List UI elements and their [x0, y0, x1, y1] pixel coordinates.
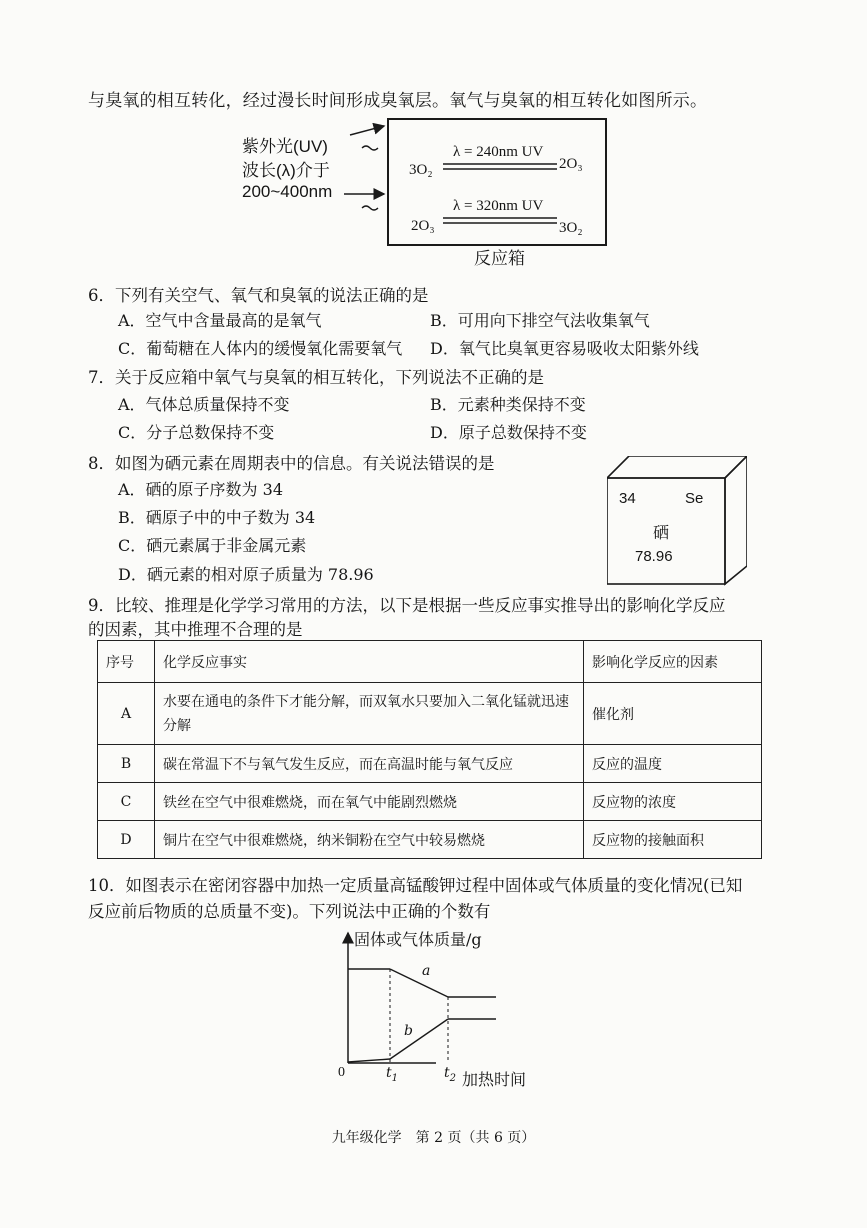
q9-stem-line2: 的因素，其中推理不合理的是 [88, 620, 303, 639]
table-cell: 铁丝在空气中很难燃烧，而在氧气中能剧烈燃烧 [155, 783, 584, 821]
q10-stem-line2: 反应前后物质的总质量不变)。下列说法中正确的个数有 [88, 902, 491, 921]
uv-label-line2: 波长(λ)介于 [242, 161, 330, 180]
mass-time-graph [330, 925, 550, 1095]
table-row [98, 783, 762, 821]
reaction-box-label: 反应箱 [474, 249, 525, 269]
q7-option-a: A．气体总质量保持不变 [118, 395, 290, 414]
graph-xlabel: 加热时间 [462, 1070, 527, 1089]
table-header-cell: 影响化学反应的因素 [584, 641, 762, 683]
q6-stem: 6．下列有关空气、氧气和臭氧的说法正确的是 [88, 286, 429, 305]
r1-left: 3O₂ [409, 162, 433, 178]
table-cell: B [98, 745, 155, 783]
reaction-factors-table [97, 640, 762, 859]
q7-option-b: B．元素种类保持不变 [430, 395, 586, 414]
q8-option-c: C．硒元素属于非金属元素 [118, 536, 307, 555]
element-number: 34 [619, 490, 636, 507]
ozone-diagram [232, 112, 612, 272]
table-cell: D [98, 821, 155, 859]
uv-label-line1: 紫外光(UV) [242, 137, 328, 156]
q6-option-a: A．空气中含量最高的是氧气 [118, 311, 322, 330]
reaction-box [387, 118, 607, 246]
page-footer: 九年级化学 第 2 页（共 6 页） [331, 1130, 536, 1146]
table-cell: C [98, 783, 155, 821]
r2-left: 2O₃ [411, 218, 435, 234]
table-row [98, 821, 762, 859]
q8-option-d: D．硒元素的相对原子质量为 78.96 [118, 565, 374, 584]
uv-arrows-icon [232, 112, 392, 242]
r1-condition: λ = 240nm UV [453, 144, 544, 160]
r1-right: 2O₃ [559, 156, 583, 172]
table-cell: 碳在常温下不与氧气发生反应，而在高温时能与氧气反应 [155, 745, 584, 783]
element-mass: 78.96 [635, 548, 673, 565]
table-header-cell: 化学反应事实 [155, 641, 584, 683]
intro-text: 与臭氧的相互转化，经过漫长时间形成臭氧层。氧气与臭氧的相互转化如图所示。 [88, 91, 708, 111]
q7-option-c: C．分子总数保持不变 [118, 423, 275, 442]
table-cell: 水要在通电的条件下才能分解，而双氧水只要加入二氧化锰就迅速分解 [155, 683, 584, 745]
table-cell: 催化剂 [584, 683, 762, 745]
r2-right: 3O₂ [559, 220, 583, 236]
q8-stem: 8．如图为硒元素在周期表中的信息。有关说法错误的是 [88, 454, 495, 473]
table-header-cell: 序号 [98, 641, 155, 683]
table-header-row [98, 641, 762, 683]
q8-option-b: B．硒原子中的中子数为 34 [118, 508, 316, 527]
curve-b-label: b [404, 1023, 413, 1039]
table-cell: 铜片在空气中很难燃烧，纳米铜粉在空气中较易燃烧 [155, 821, 584, 859]
selenium-element-cube [607, 456, 747, 586]
q10-stem-line1: 10．如图表示在密闭容器中加热一定质量高锰酸钾过程中固体或气体质量的变化情况(已知 [88, 876, 743, 895]
graph-ylabel: 固体或气体质量/g [354, 930, 482, 949]
graph-origin: 0 [338, 1065, 345, 1080]
cube-outline-icon [607, 456, 747, 586]
curve-a-label: a [422, 963, 431, 979]
q6-option-b: B．可用向下排空气法收集氧气 [430, 311, 650, 330]
table-cell: 反应物的浓度 [584, 783, 762, 821]
table-cell: A [98, 683, 155, 745]
table-cell: 反应物的接触面积 [584, 821, 762, 859]
q6-option-c: C．葡萄糖在人体内的缓慢氧化需要氧气 [118, 339, 403, 358]
q8-option-a: A．硒的原子序数为 34 [118, 480, 284, 499]
equal-signs-icon [389, 120, 605, 244]
q7-option-d: D．原子总数保持不变 [430, 423, 587, 442]
table-row [98, 745, 762, 783]
q7-stem: 7．关于反应箱中氧气与臭氧的相互转化，下列说法不正确的是 [88, 368, 544, 387]
element-name: 硒 [653, 523, 670, 542]
q9-stem-line1: 9．比较、推理是化学学习常用的方法，以下是根据一些反应事实推导出的影响化学反应 [88, 596, 726, 615]
q6-option-d: D．氧气比臭氧更容易吸收太阳紫外线 [430, 339, 699, 358]
table-row [98, 683, 762, 745]
uv-label-line3: 200~400nm [242, 182, 333, 201]
graph-t1-label: $t_1$ [386, 1065, 399, 1084]
element-symbol: Se [685, 490, 704, 507]
table-cell: 反应的温度 [584, 745, 762, 783]
graph-t2-label: $t_2$ [444, 1065, 457, 1084]
r2-condition: λ = 320nm UV [453, 198, 544, 214]
